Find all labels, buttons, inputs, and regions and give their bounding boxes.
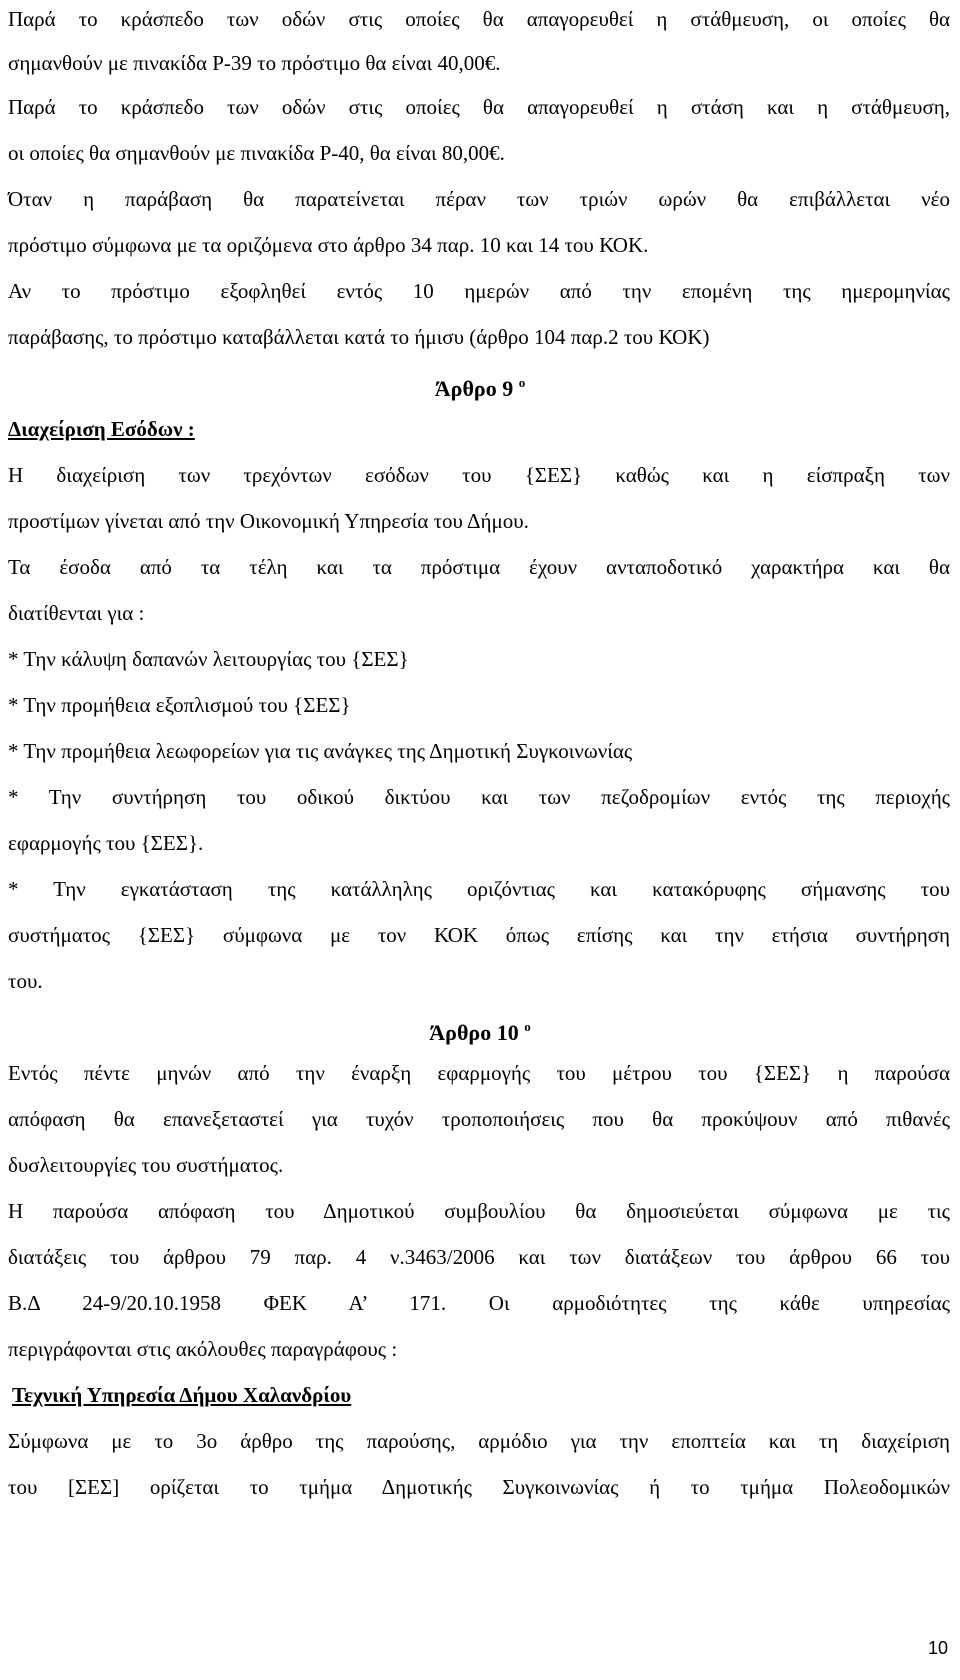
- article-title: Άρθρο 10: [429, 1020, 519, 1045]
- text-line: δυσλειτουργίες του συστήματος.: [8, 1153, 284, 1177]
- article-ordinal: ο: [524, 1019, 531, 1034]
- text-line: Β.Δ 24-9/20.10.1958 ΦΕΚ Α’ 171. Οι αρμοδιότητες της κάθε υπηρεσίας: [8, 1291, 950, 1315]
- page-number: 10: [927, 1638, 948, 1658]
- list-item: * Την συντήρηση του οδικού δικτύου και των πεζοδρομίων εντός της περιοχής: [8, 785, 950, 809]
- text-line: οι οποίες θα σημανθούν με πινακίδα Ρ-40, θα είναι 80,00€.: [8, 141, 505, 165]
- text-line: πρόστιμο σύμφωνα με τα οριζόμενα στο άρθρο 34 παρ. 10 και 14 του ΚΟΚ.: [8, 233, 649, 257]
- text-line: του.: [8, 969, 43, 993]
- text-line: διατίθενται για :: [8, 601, 145, 625]
- list-item: * Την εγκατάσταση της κατάλληλης οριζόντιας και κατακόρυφης σήμανσης του: [8, 877, 950, 901]
- text-line: Η παρούσα απόφαση του Δημοτικού συμβουλίου θα δημοσιεύεται σύμφωνα με τις: [8, 1199, 950, 1223]
- text-line: περιγράφονται στις ακόλουθες παραγράφους :: [8, 1337, 398, 1361]
- text-line: συστήματος {ΣΕΣ} σύμφωνα με τον ΚΟΚ όπως επίσης και την ετήσια συντήρηση: [8, 923, 950, 947]
- article-ordinal: ο: [518, 375, 526, 390]
- text-line: σημανθούν με πινακίδα Ρ-39 το πρόστιμο θα είναι 40,00€.: [8, 51, 501, 75]
- text-line: Παρά το κράσπεδο των οδών στις οποίες θα απαγορευθεί η στάθμευση, οι οποίες θα: [8, 7, 950, 31]
- article-10-heading: [0, 1012, 960, 1048]
- article-title: Άρθρο 9: [434, 376, 514, 401]
- text-line: διατάξεις του άρθρου 79 παρ. 4 ν.3463/2006 και των διατάξεων του άρθρου 66 του: [8, 1245, 950, 1269]
- article-9-heading: [0, 368, 960, 404]
- text-line: απόφαση θα επανεξεταστεί για τυχόν τροποποιήσεις που θα προκύψουν από πιθανές: [8, 1107, 950, 1131]
- text-line: Αν το πρόστιμο εξοφληθεί εντός 10 ημερών από την επομένη της ημερομηνίας: [8, 279, 950, 303]
- text-line: προστίμων γίνεται από την Οικονομική Υπηρεσία του Δήμου.: [8, 509, 529, 533]
- text-line: Η διαχείριση των τρεχόντων εσόδων του {ΣΕΣ} καθώς και η είσπραξη των: [8, 463, 950, 487]
- text-line: Παρά το κράσπεδο των οδών στις οποίες θα απαγορευθεί η στάση και η στάθμευση,: [8, 95, 950, 119]
- section-income-heading: Διαχείριση Εσόδων :: [8, 417, 195, 441]
- section-tech-heading: Τεχνική Υπηρεσία Δήμου Χαλανδρίου: [12, 1383, 352, 1407]
- text-line: Τα έσοδα από τα τέλη και τα πρόστιμα έχουν ανταποδοτικό χαρακτήρα και θα: [8, 555, 950, 579]
- list-item: * Την κάλυψη δαπανών λειτουργίας του {ΣΕΣ}: [8, 647, 409, 671]
- text-line: Σύμφωνα με το 3ο άρθρο της παρούσης, αρμόδιο για την εποπτεία και τη διαχείριση: [8, 1429, 950, 1453]
- text-line: εφαρμογής του {ΣΕΣ}.: [8, 831, 204, 855]
- text-line: Όταν η παράβαση θα παρατείνεται πέραν των τριών ωρών θα επιβάλλεται νέο: [8, 187, 950, 211]
- text-line: του [ΣΕΣ] ορίζεται το τμήμα Δημοτικής Συγκοινωνίας ή το τμήμα Πολεοδομικών: [8, 1475, 950, 1499]
- list-item: * Την προμήθεια λεωφορείων για τις ανάγκες της Δημοτική Συγκοινωνίας: [8, 739, 633, 763]
- text-line: Εντός πέντε μηνών από την έναρξη εφαρμογής του μέτρου του {ΣΕΣ} η παρούσα: [8, 1061, 950, 1085]
- list-item: * Την προμήθεια εξοπλισμού του {ΣΕΣ}: [8, 693, 351, 717]
- text-line: παράβασης, το πρόστιμο καταβάλλεται κατά το ήμισυ (άρθρο 104 παρ.2 του ΚΟΚ): [8, 325, 710, 349]
